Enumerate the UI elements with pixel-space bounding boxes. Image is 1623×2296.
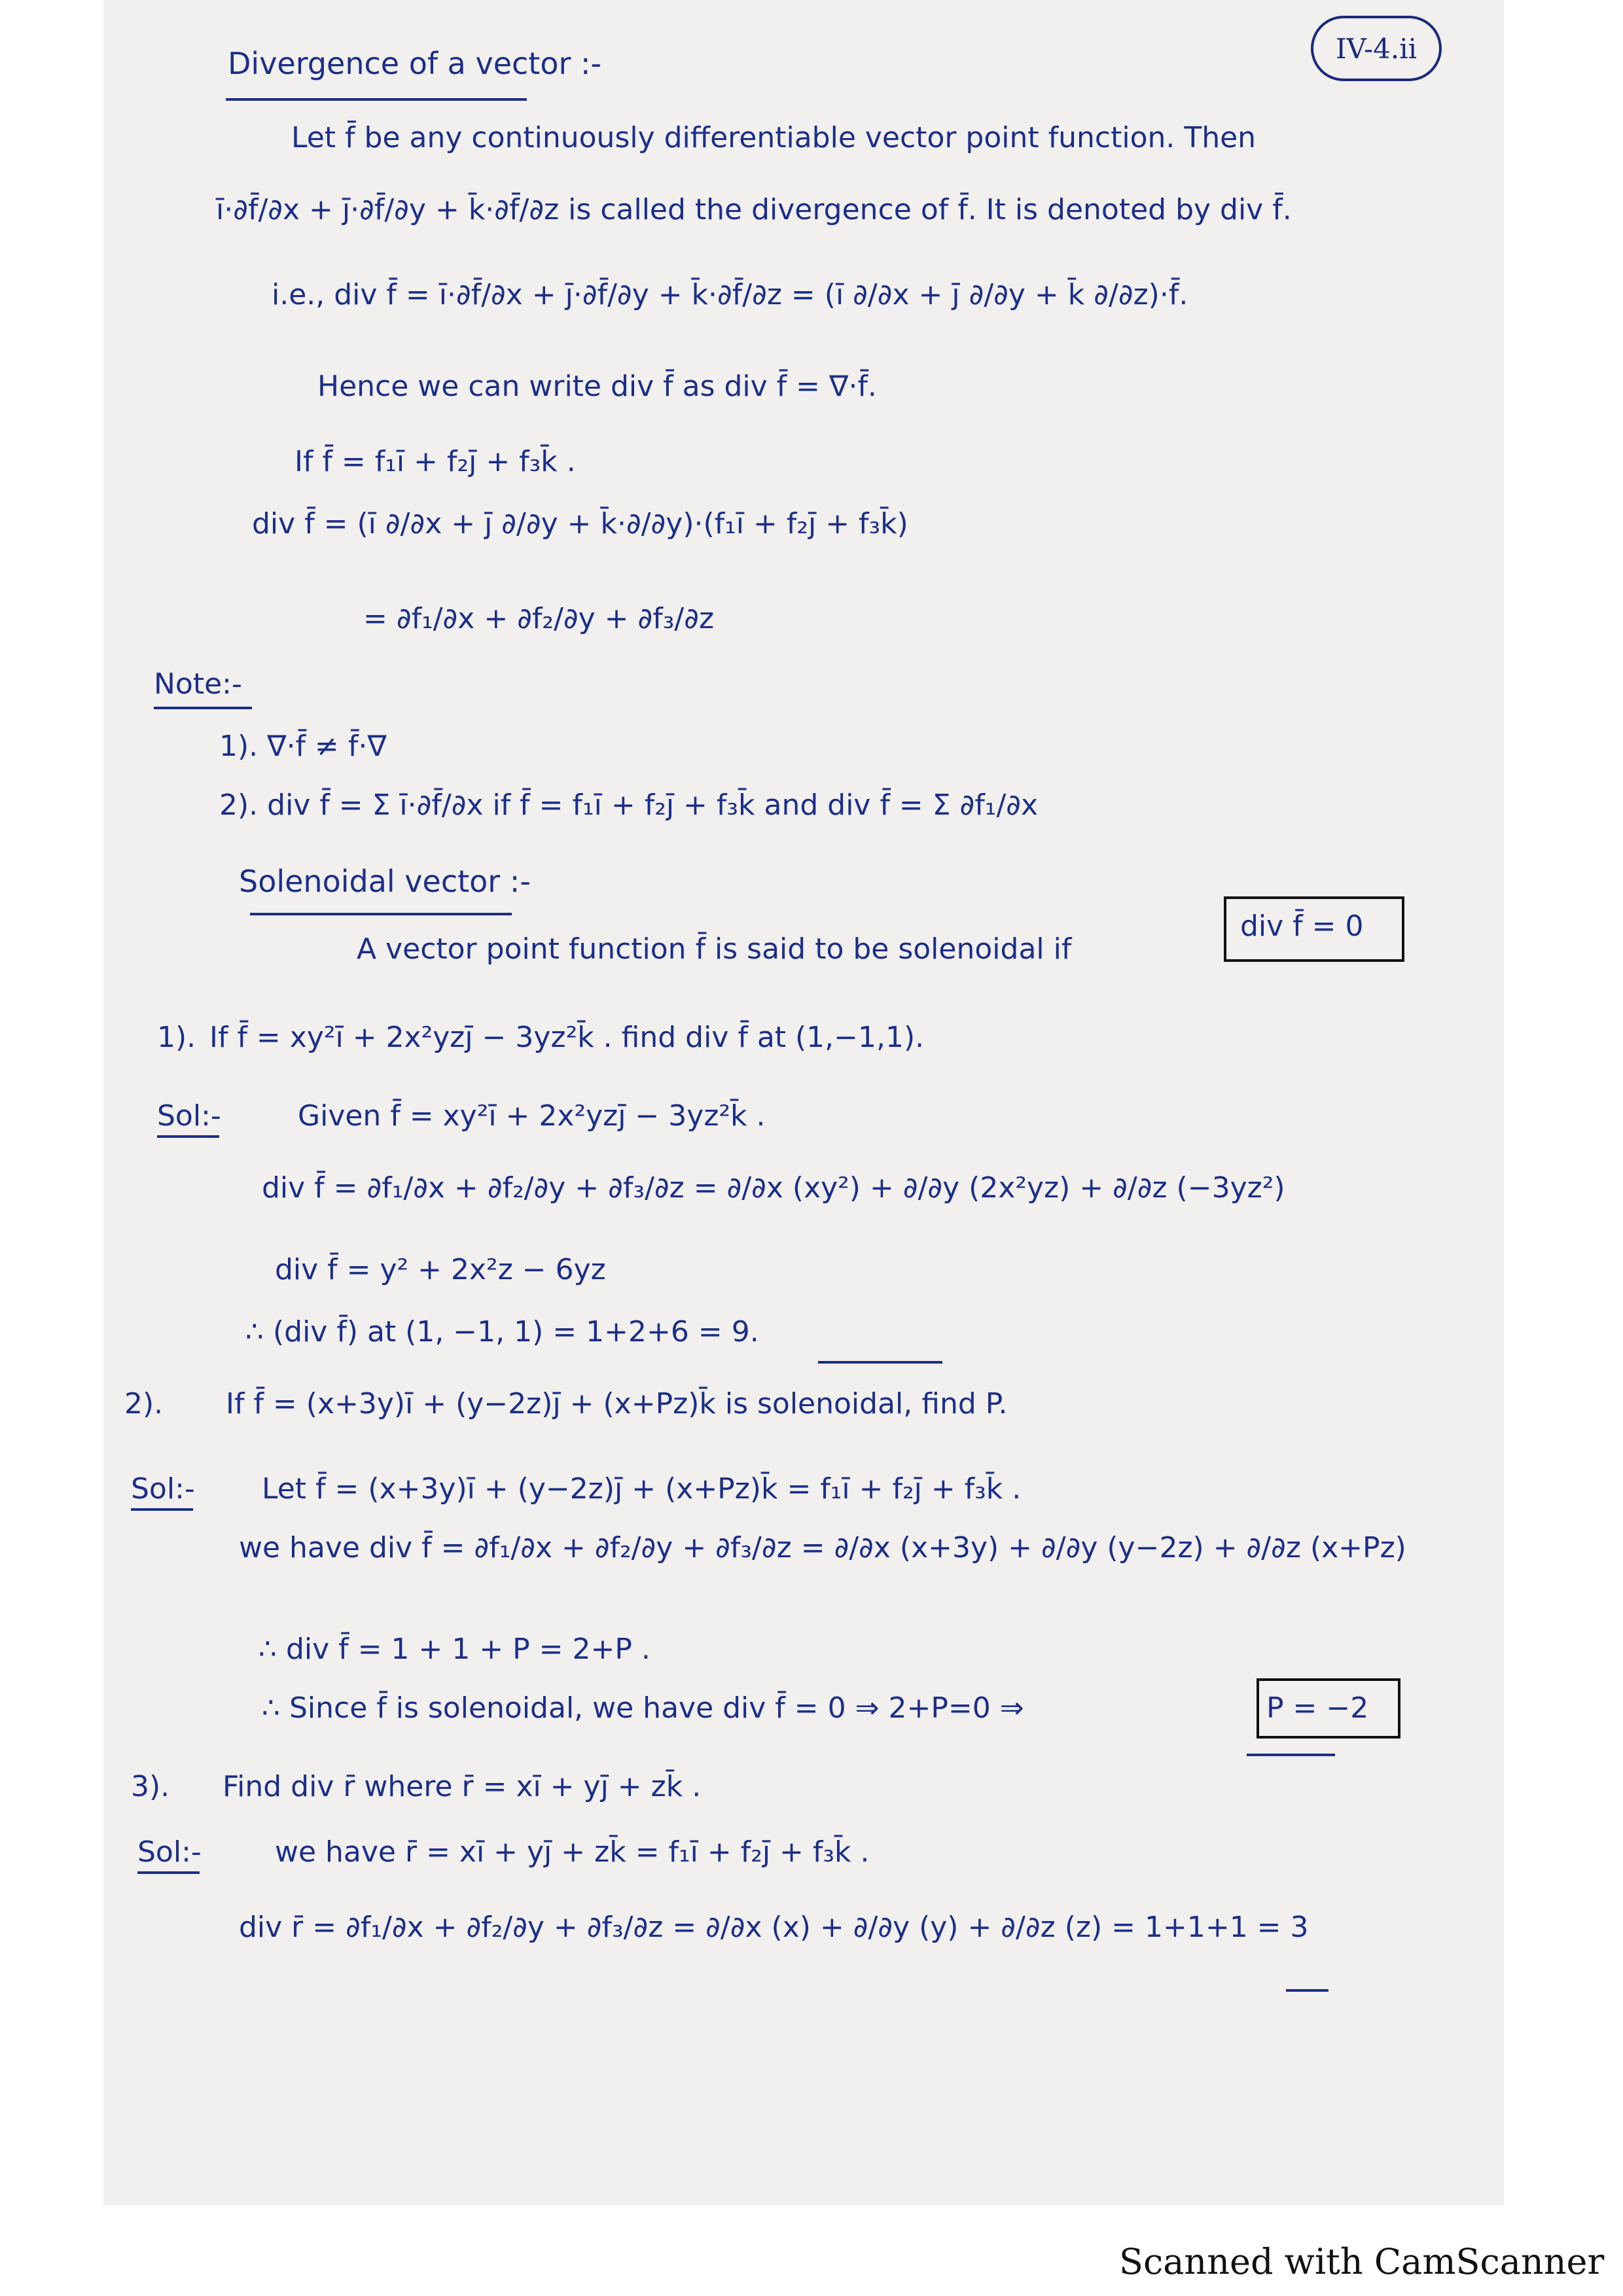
section-title-solenoidal: Solenoidal vector :- — [239, 864, 531, 899]
problem-number: 2). — [124, 1387, 164, 1421]
text-line: div f̄ = (ī ∂/∂x + j̄ ∂/∂y + k̄·∂/∂y)·(f₁ī + f₂j̄ + f₃k̄) — [252, 507, 908, 540]
solution-step: ∴ Since f̄ is solenoidal, we have div f̄ = 0 ⇒ 2+P=0 ⇒ — [262, 1691, 1024, 1725]
sol-underline — [137, 1871, 200, 1874]
solution-step: div r̄ = ∂f₁/∂x + ∂f₂/∂y + ∂f₃/∂z = ∂/∂x (x) + ∂/∂y (y) + ∂/∂z (z) = 1+1+1 = 3 — [239, 1911, 1309, 1944]
problem-question: If f̄ = xy²ī + 2x²yzj̄ − 3yz²k̄ . find div f̄ at (1,−1,1). — [209, 1021, 925, 1054]
solution-step: Let f̄ = (x+3y)ī + (y−2z)j̄ + (x+Pz)k̄ = f₁ī + f₂j̄ + f₃k̄ . — [262, 1472, 1022, 1506]
note-item: 2). div f̄ = Σ ī·∂f̄/∂x if f̄ = f₁ī + f₂j̄ + f₃k̄ and div f̄ = Σ ∂f₁/∂x — [219, 788, 1039, 822]
solution-step: ∴ div f̄ = 1 + 1 + P = 2+P . — [259, 1633, 651, 1666]
definition-boxed-text: div f̄ = 0 — [1240, 910, 1364, 943]
text-line: If f̄ = f₁ī + f₂j̄ + f₃k̄ . — [294, 445, 576, 478]
solution-label: Sol:- — [157, 1099, 221, 1133]
solution-step: Given f̄ = xy²ī + 2x²yzj̄ − 3yz²k̄ . — [298, 1099, 766, 1133]
scanner-watermark: Scanned with CamScanner — [1119, 2241, 1605, 2282]
text-line: ī·∂f̄/∂x + j̄·∂f̄/∂y + k̄·∂f̄/∂z is called the divergence of f̄. It is denoted by div f̄. — [216, 193, 1292, 226]
title-underline — [250, 913, 512, 915]
answer-underline — [1247, 1754, 1335, 1756]
answer-underline — [818, 1361, 942, 1364]
text-line: Hence we can write div f̄ as div f̄ = ∇·f̄. — [317, 370, 877, 403]
solution-step: div f̄ = y² + 2x²z − 6yz — [275, 1253, 606, 1286]
solution-label: Sol:- — [137, 1835, 202, 1869]
text-line: Let f̄ be any continuously differentiable vector point function. Then — [291, 121, 1257, 154]
problem-number: 1). — [157, 1021, 196, 1054]
section-title-divergence: Divergence of a vector :- — [228, 46, 602, 81]
note-underline — [154, 707, 252, 709]
solution-step: we have div f̄ = ∂f₁/∂x + ∂f₂/∂y + ∂f₃/∂z = ∂/∂x (x+3y) + ∂/∂y (y−2z) + ∂/∂z (x+Pz) — [239, 1531, 1406, 1564]
title-underline — [226, 98, 527, 101]
page-number-tag: IV-4.ii — [1311, 16, 1442, 81]
problem-number: 3). — [131, 1770, 170, 1803]
definition-text: A vector point function f̄ is said to be solenoidal if — [357, 932, 1072, 966]
problem-question: If f̄ = (x+3y)ī + (y−2z)j̄ + (x+Pz)k̄ is solenoidal, find P. — [226, 1387, 1008, 1421]
note-label: Note:- — [154, 667, 242, 701]
note-item: 1). ∇·f̄ ≠ f̄·∇ — [219, 730, 387, 763]
solution-step: ∴ (div f̄) at (1, −1, 1) = 1+2+6 = 9. — [245, 1315, 759, 1349]
solution-step: we have r̄ = xī + yj̄ + zk̄ = f₁ī + f₂j̄ + f₃k̄ . — [275, 1835, 870, 1869]
answer-text: P = −2 — [1266, 1691, 1369, 1725]
text-line: i.e., div f̄ = ī·∂f̄/∂x + j̄·∂f̄/∂y + k̄·∂f̄/∂z = (ī ∂/∂x + j̄ ∂/∂y + k̄ ∂/∂z)·f̄. — [272, 278, 1188, 311]
text-line: = ∂f₁/∂x + ∂f₂/∂y + ∂f₃/∂z — [363, 602, 715, 635]
sol-underline — [131, 1508, 193, 1511]
problem-question: Find div r̄ where r̄ = xī + yj̄ + zk̄ . — [223, 1770, 702, 1803]
sol-underline — [157, 1135, 219, 1138]
solution-step: div f̄ = ∂f₁/∂x + ∂f₂/∂y + ∂f₃/∂z = ∂/∂x (xy²) + ∂/∂y (2x²yz) + ∂/∂z (−3yz²) — [262, 1171, 1285, 1205]
answer-underline — [1286, 1989, 1329, 1992]
solution-label: Sol:- — [131, 1472, 195, 1506]
